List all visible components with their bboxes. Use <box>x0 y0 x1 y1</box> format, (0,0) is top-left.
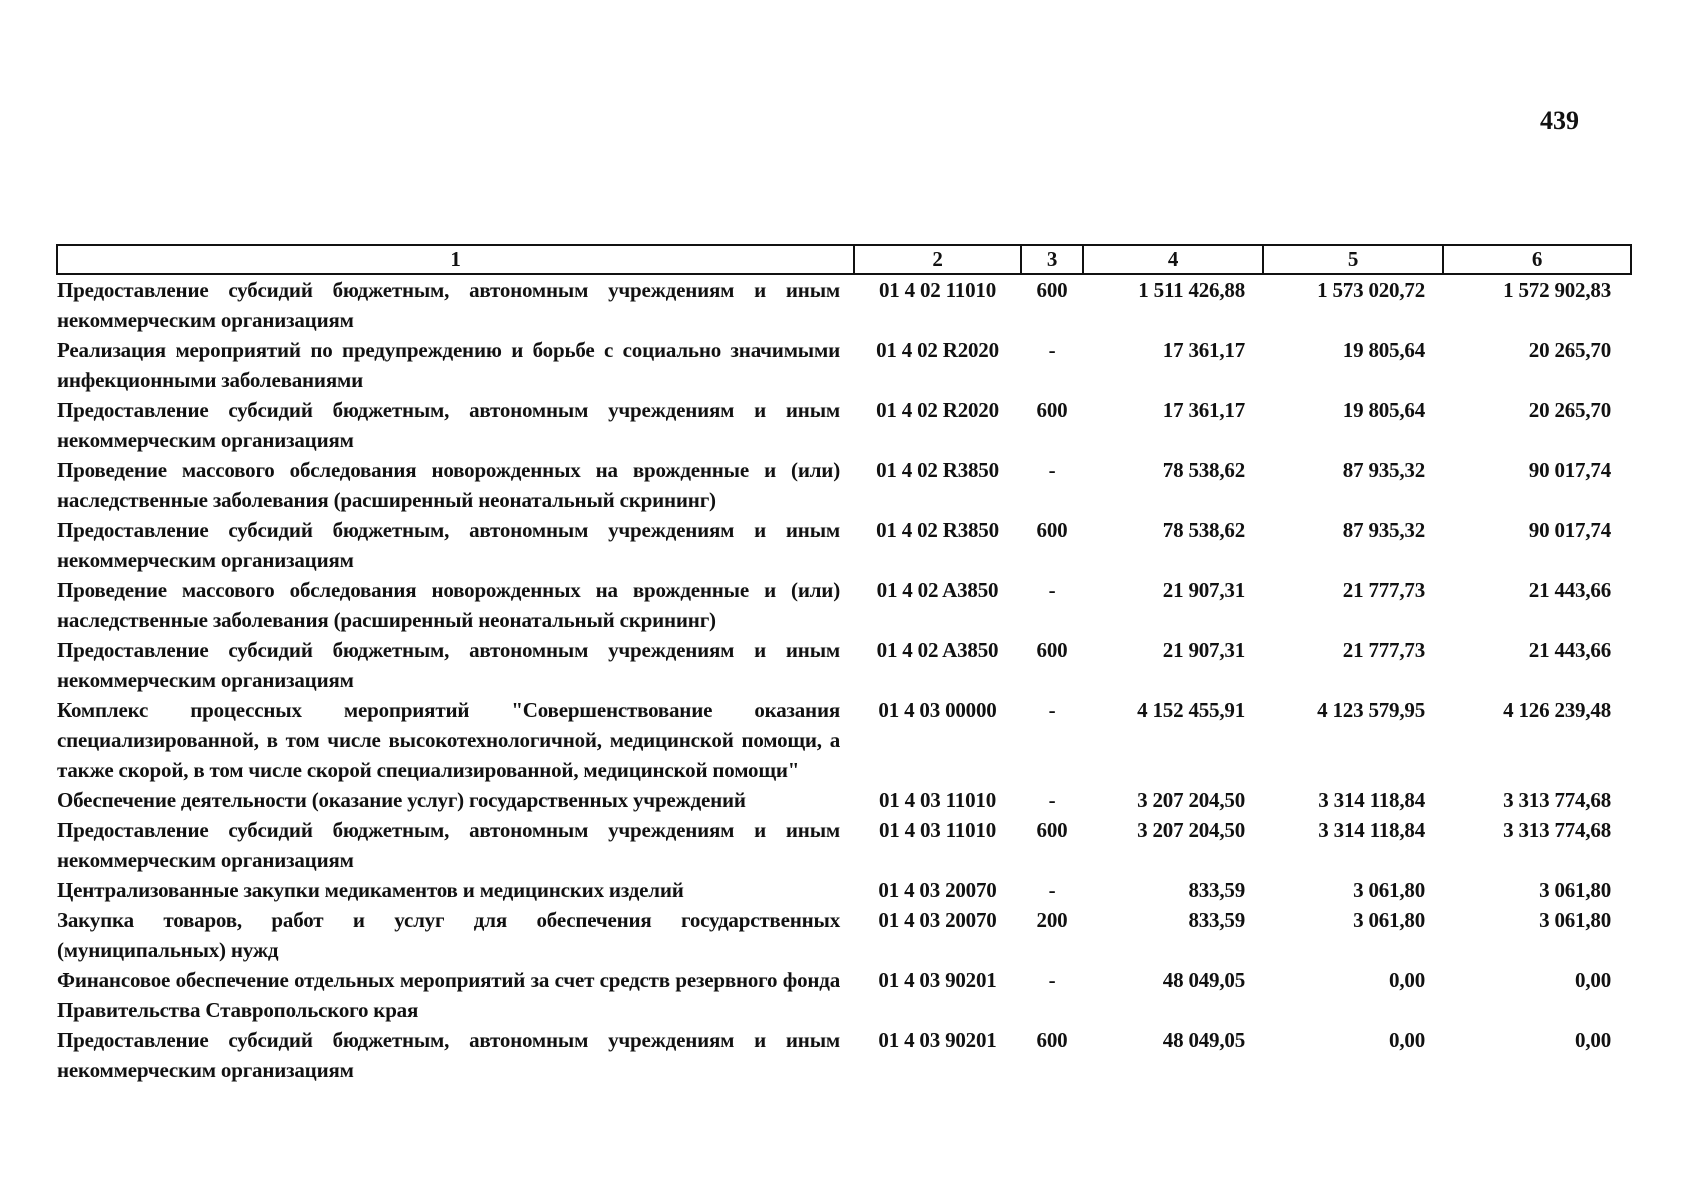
amount-col6-cell: 1 572 902,83 <box>1503 278 1611 302</box>
target-code-cell: 01 4 02 R3850 <box>876 518 999 542</box>
expense-type-cell: - <box>1048 788 1056 812</box>
table-header <box>57 245 1631 274</box>
amount-col5-cell: 21 777,73 <box>1342 638 1425 662</box>
amount-col6-cell: 4 126 239,48 <box>1503 698 1611 722</box>
column-header-1: 1 <box>57 245 854 274</box>
expense-type-cell: - <box>1048 878 1056 902</box>
table-row <box>57 515 1631 575</box>
amount-col4-cell: 48 049,05 <box>1162 968 1245 992</box>
amount-col6-cell: 21 443,66 <box>1528 638 1611 662</box>
column-header-4: 4 <box>1083 245 1263 274</box>
table-row <box>57 905 1631 965</box>
table-row <box>57 785 1631 815</box>
expense-type-cell: 600 <box>1036 518 1068 542</box>
amount-col4-cell: 21 907,31 <box>1162 638 1245 662</box>
row-name-cell: Реализация мероприятий по предупреждению и борьбе с социально значимыми инфекционными заболеваниями <box>57 338 840 392</box>
column-header-2: 2 <box>854 245 1021 274</box>
row-name-cell: Проведение массового обследования новорожденных на врожденные и (или) наследственные заболевания (расширенный неонатальный скрининг) <box>57 578 840 632</box>
target-code-cell: 01 4 03 90201 <box>878 968 997 992</box>
row-name-cell: Предоставление субсидий бюджетным, автономным учреждениям и иным некоммерческим организациям <box>57 638 840 692</box>
amount-col5-cell: 3 314 118,84 <box>1318 788 1425 812</box>
table-row <box>57 1025 1631 1085</box>
expense-type-cell: - <box>1048 338 1056 362</box>
expense-type-cell: 600 <box>1036 818 1068 842</box>
row-name-cell: Предоставление субсидий бюджетным, автономным учреждениям и иным некоммерческим организациям <box>57 398 840 452</box>
target-code-cell: 01 4 02 A3850 <box>876 638 999 662</box>
amount-col4-cell: 48 049,05 <box>1162 1028 1245 1052</box>
target-code-cell: 01 4 02 R2020 <box>876 398 999 422</box>
amount-col5-cell: 1 573 020,72 <box>1317 278 1425 302</box>
amount-col5-cell: 87 935,32 <box>1342 518 1425 542</box>
expense-type-cell: 600 <box>1036 638 1068 662</box>
row-name-cell: Централизованные закупки медикаментов и медицинских изделий <box>57 878 684 902</box>
table-row <box>57 395 1631 455</box>
target-code-cell: 01 4 02 R3850 <box>876 458 999 482</box>
amount-col4-cell: 17 361,17 <box>1162 398 1245 422</box>
column-header-5: 5 <box>1263 245 1443 274</box>
amount-col5-cell: 0,00 <box>1389 968 1425 992</box>
expense-type-cell: - <box>1048 458 1056 482</box>
row-name-cell: Финансовое обеспечение отдельных мероприятий за счет средств резервного фонда Правительства Ставропольского края <box>57 968 840 1022</box>
table-row <box>57 335 1631 395</box>
table-row <box>57 875 1631 905</box>
amount-col6-cell: 3 313 774,68 <box>1503 818 1611 842</box>
target-code-cell: 01 4 03 20070 <box>878 908 997 932</box>
amount-col5-cell: 0,00 <box>1389 1028 1425 1052</box>
row-name-cell: Закупка товаров, работ и услуг для обеспечения государственных (муниципальных) нужд <box>57 908 840 962</box>
amount-col5-cell: 21 777,73 <box>1342 578 1425 602</box>
table-row <box>57 575 1631 635</box>
expense-type-cell: - <box>1048 578 1056 602</box>
target-code-cell: 01 4 03 90201 <box>878 1028 997 1052</box>
amount-col5-cell: 3 314 118,84 <box>1318 818 1425 842</box>
table-body <box>57 274 1631 1085</box>
amount-col6-cell: 20 265,70 <box>1528 338 1611 362</box>
target-code-cell: 01 4 02 A3850 <box>876 578 999 602</box>
amount-col4-cell: 1 511 426,88 <box>1138 278 1245 302</box>
table-row <box>57 635 1631 695</box>
amount-col4-cell: 833,59 <box>1188 908 1245 932</box>
target-code-cell: 01 4 02 11010 <box>879 278 996 302</box>
table-row <box>57 274 1631 335</box>
amount-col4-cell: 3 207 204,50 <box>1137 788 1245 812</box>
row-name-cell: Предоставление субсидий бюджетным, автономным учреждениям и иным некоммерческим организациям <box>57 1028 840 1082</box>
amount-col5-cell: 4 123 579,95 <box>1317 698 1425 722</box>
amount-col4-cell: 78 538,62 <box>1162 518 1245 542</box>
target-code-cell: 01 4 03 00000 <box>878 698 997 722</box>
amount-col4-cell: 3 207 204,50 <box>1137 818 1245 842</box>
row-name-cell: Проведение массового обследования новорожденных на врожденные и (или) наследственные заболевания (расширенный неонатальный скрининг) <box>57 458 840 512</box>
expense-type-cell: 600 <box>1036 278 1068 302</box>
amount-col6-cell: 3 313 774,68 <box>1503 788 1611 812</box>
budget-table <box>56 244 1632 1085</box>
row-name-cell: Предоставление субсидий бюджетным, автономным учреждениям и иным некоммерческим организациям <box>57 518 840 572</box>
amount-col6-cell: 3 061,80 <box>1539 878 1611 902</box>
header-row <box>57 245 1631 274</box>
expense-type-cell: 600 <box>1036 398 1068 422</box>
page-number: 439 <box>1540 106 1579 135</box>
row-name-cell: Предоставление субсидий бюджетным, автономным учреждениям и иным некоммерческим организациям <box>57 278 840 332</box>
amount-col6-cell: 0,00 <box>1575 1028 1611 1052</box>
expense-type-cell: - <box>1048 968 1056 992</box>
amount-col6-cell: 0,00 <box>1575 968 1611 992</box>
target-code-cell: 01 4 02 R2020 <box>876 338 999 362</box>
amount-col4-cell: 4 152 455,91 <box>1137 698 1245 722</box>
amount-col4-cell: 17 361,17 <box>1162 338 1245 362</box>
amount-col4-cell: 833,59 <box>1188 878 1245 902</box>
column-header-3: 3 <box>1021 245 1083 274</box>
target-code-cell: 01 4 03 11010 <box>879 788 996 812</box>
amount-col5-cell: 3 061,80 <box>1353 908 1425 932</box>
amount-col6-cell: 90 017,74 <box>1528 458 1611 482</box>
table-row <box>57 815 1631 875</box>
amount-col6-cell: 90 017,74 <box>1528 518 1611 542</box>
table-row <box>57 695 1631 785</box>
row-name-cell: Комплекс процессных мероприятий "Совершенствование оказания специализированной, в том числе высокотехнологичной, медицинской помощи, а также скорой, в том числе скорой специализированной, медицинской помощи" <box>57 698 840 782</box>
column-header-6: 6 <box>1443 245 1631 274</box>
expense-type-cell: 600 <box>1036 1028 1068 1052</box>
amount-col4-cell: 78 538,62 <box>1162 458 1245 482</box>
target-code-cell: 01 4 03 11010 <box>879 818 996 842</box>
row-name-cell: Обеспечение деятельности (оказание услуг) государственных учреждений <box>57 788 746 812</box>
amount-col5-cell: 19 805,64 <box>1342 398 1425 422</box>
amount-col6-cell: 21 443,66 <box>1528 578 1611 602</box>
amount-col5-cell: 19 805,64 <box>1342 338 1425 362</box>
expense-type-cell: 200 <box>1036 908 1068 932</box>
expense-type-cell: - <box>1048 698 1056 722</box>
amount-col4-cell: 21 907,31 <box>1162 578 1245 602</box>
table-row <box>57 965 1631 1025</box>
amount-col6-cell: 20 265,70 <box>1528 398 1611 422</box>
row-name-cell: Предоставление субсидий бюджетным, автономным учреждениям и иным некоммерческим организациям <box>57 818 840 872</box>
amount-col5-cell: 3 061,80 <box>1353 878 1425 902</box>
table-row <box>57 455 1631 515</box>
amount-col5-cell: 87 935,32 <box>1342 458 1425 482</box>
target-code-cell: 01 4 03 20070 <box>878 878 997 902</box>
amount-col6-cell: 3 061,80 <box>1539 908 1611 932</box>
